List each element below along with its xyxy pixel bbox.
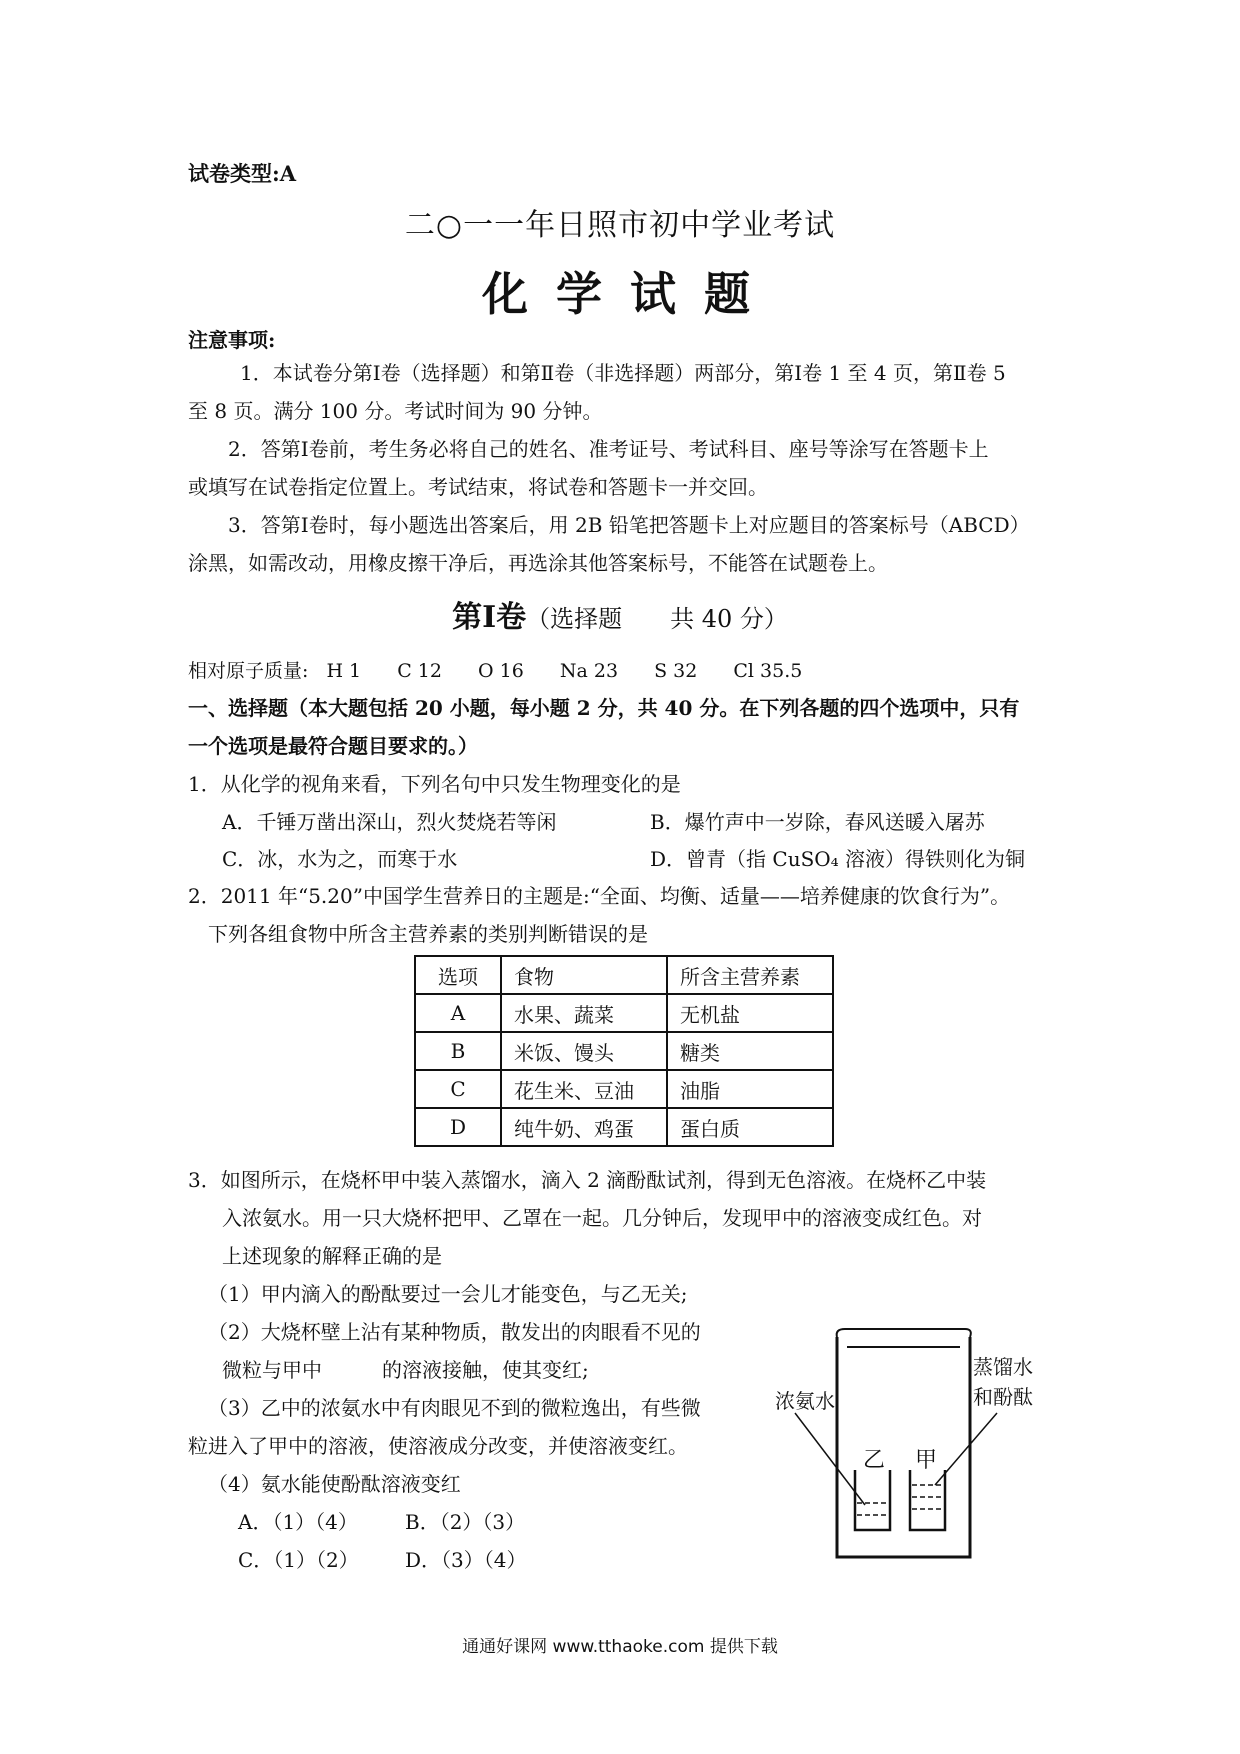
q3-option-c: C．（1）（2）	[238, 1548, 359, 1572]
table-cell: 米饭、馒头	[501, 1032, 667, 1070]
subject-title: 化学试题	[482, 267, 778, 321]
paper-type: 试卷类型:A	[188, 161, 297, 186]
label-distilled-water: 蒸馏水	[973, 1355, 1033, 1379]
atomic-mass-o: O 16	[478, 660, 524, 682]
notice-heading: 注意事项:	[188, 328, 276, 352]
table-cell: 水果、蔬菜	[501, 994, 667, 1032]
table-row	[415, 994, 833, 1032]
table-cell: 蛋白质	[667, 1108, 833, 1146]
notice-item-3-line-2: 涂黑，如需改动，用橡皮擦干净后，再选涂其他答案标号，不能答在试题卷上。	[188, 551, 888, 575]
label-ammonia: 浓氨水	[775, 1389, 835, 1413]
part-one-line-2: 一个选项是最符合题目要求的。）	[188, 734, 478, 758]
section-title	[0, 592, 1240, 636]
notice-item-2-line-1: 2．答第Ⅰ卷前，考生务必将自己的姓名、准考证号、考试科目、座号等涂写在答题卡上	[228, 437, 989, 461]
notice-item-2	[188, 430, 1058, 506]
table-cell: 无机盐	[667, 994, 833, 1032]
q2-stem-line-2: 下列各组食物中所含主营养素的类别判断错误的是	[208, 922, 648, 946]
atomic-mass-h: H 1	[326, 660, 362, 682]
table-row	[415, 1108, 833, 1146]
notice-item-1-line-2: 至 8 页。满分 100 分。考试时间为 90 分钟。	[188, 399, 603, 423]
table-cell: 纯牛奶、鸡蛋	[501, 1108, 667, 1146]
atomic-masses	[188, 656, 832, 683]
label-phenolphthalein: 和酚酞	[973, 1385, 1033, 1409]
atomic-mass-s: S 32	[654, 660, 698, 682]
q3-statement-3b: 粒进入了甲中的溶液，使溶液成分改变，并使溶液变红。	[188, 1434, 688, 1458]
part-one-line-1: 一、选择题（本大题包括 20 小题，每小题 2 分，共 40 分。在下列各题的四个选项中，只有	[188, 696, 1020, 720]
q3-stem-line-2: 入浓氨水。用一只大烧杯把甲、乙罩在一起。几分钟后，发现甲中的溶液变成红色。对	[222, 1206, 982, 1230]
q3-statement-2b: 微粒与甲中 的溶液接触，使其变红;	[222, 1358, 589, 1382]
table-cell: B	[415, 1032, 501, 1070]
table-header-cell: 食物	[501, 956, 667, 994]
table-cell: D	[415, 1108, 501, 1146]
notice-item-2-line-2: 或填写在试卷指定位置上。考试结束，将试卷和答题卡一并交回。	[188, 475, 768, 499]
table-cell: C	[415, 1070, 501, 1108]
table-cell: 油脂	[667, 1070, 833, 1108]
section-subtitle: （选择题 共 40 分）	[526, 605, 788, 633]
q1-stem: 1．从化学的视角来看，下列名句中只发生物理变化的是	[188, 772, 681, 796]
q3-option-a: A．（1）（4）	[238, 1510, 358, 1534]
notice-item-3-line-1: 3．答第Ⅰ卷时，每小题选出答案后，用 2B 铅笔把答题卡上对应题目的答案标号（ABCD）	[228, 513, 1030, 537]
section-name: 第Ⅰ卷	[452, 600, 527, 635]
notice-item-3	[188, 506, 1058, 582]
label-yi: 乙	[863, 1448, 886, 1473]
beaker-yi	[855, 1470, 890, 1530]
q1-option-a: A．千锤万凿出深山，烈火焚烧若等闲	[222, 810, 557, 834]
q3-statement-1: （1）甲内滴入的酚酞要过一会儿才能变色，与乙无关;	[208, 1282, 688, 1306]
q3-stem-line-3: 上述现象的解释正确的是	[222, 1244, 442, 1268]
q3-option-b: B．（2）（3）	[405, 1510, 526, 1534]
table-cell: A	[415, 994, 501, 1032]
atomic-masses-label: 相对原子质量:	[188, 660, 309, 682]
table-cell: 糖类	[667, 1032, 833, 1070]
notice-item-1-line-1: 1．本试卷分第Ⅰ卷（选择题）和第Ⅱ卷（非选择题）两部分，第Ⅰ卷 1 至 4 页，第Ⅱ卷 5	[240, 361, 1006, 385]
q3-statement-3a: （3）乙中的浓氨水中有肉眼见不到的微粒逸出，有些微	[208, 1396, 701, 1420]
large-beaker	[837, 1337, 970, 1557]
q3-statement-4: （4）氨水能使酚酞溶液变红	[208, 1472, 461, 1496]
q2-stem-line-1: 2．2011 年“5.20”中国学生营养日的主题是:“全面、均衡、适量——培养健康的饮食行为”。	[188, 884, 1011, 908]
table-row	[415, 1032, 833, 1070]
beaker-diagram	[775, 1325, 1065, 1574]
q3-stem-line-1: 3．如图所示，在烧杯甲中装入蒸馏水，滴入 2 滴酚酞试剂，得到无色溶液。在烧杯乙中装	[188, 1168, 987, 1192]
table-cell: 花生米、豆油	[501, 1070, 667, 1108]
table-header-cell: 选项	[415, 956, 501, 994]
q1-option-d: D．曾青（指 CuSO₄ 溶液）得铁则化为铜	[650, 847, 1026, 871]
q1-option-b: B．爆竹声中一岁除，春风送暖入屠苏	[650, 810, 985, 834]
notice-item-1	[188, 354, 1058, 430]
label-jia: 甲	[915, 1448, 938, 1473]
exam-title: 二○一一年日照市初中学业考试	[404, 208, 836, 243]
q3-statement-2a: （2）大烧杯壁上沾有某种物质，散发出的肉眼看不见的	[208, 1320, 701, 1344]
footer: 通通好课网 www.tthaoke.com 提供下载	[462, 1637, 778, 1657]
table-header-cell: 所含主营养素	[667, 956, 833, 994]
nutrition-table	[414, 955, 834, 1147]
table-row	[415, 1070, 833, 1108]
atomic-mass-c: C 12	[397, 660, 442, 682]
q3-option-d: D．（3）（4）	[405, 1548, 527, 1572]
atomic-mass-cl: Cl 35.5	[733, 660, 803, 682]
table-header-row	[415, 956, 833, 994]
atomic-mass-na: Na 23	[559, 660, 619, 682]
q1-option-c: C．冰，水为之，而寒于水	[222, 847, 458, 871]
